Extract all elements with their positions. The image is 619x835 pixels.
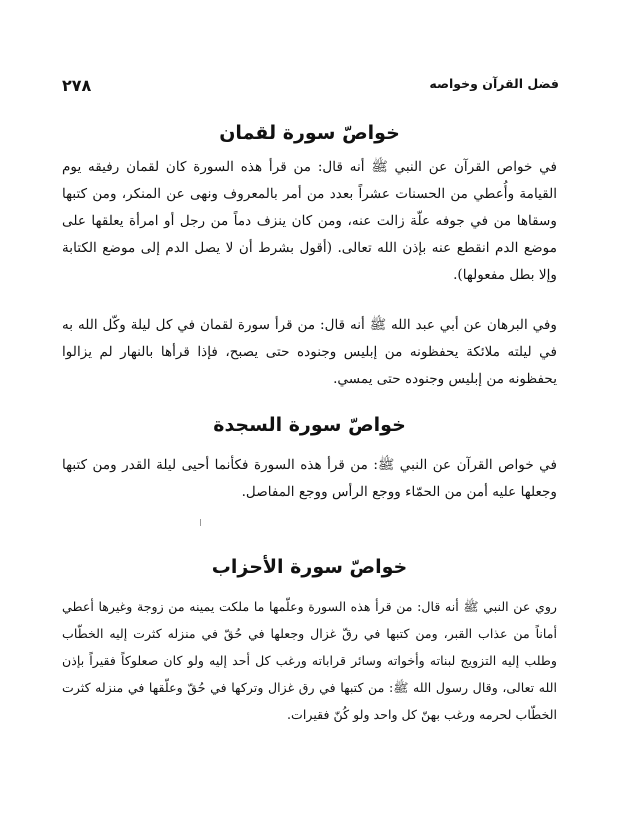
- section-title-luqman: خواصّ سورة لقمان: [219, 122, 400, 144]
- paragraph-ahzab-1: روي عن النبي ﷺ أنه قال: من قرأ هذه السورة وعلّمها ما ملكت يمينه من زوجة وغيرها أعطي أماناً من عذاب القبر، ومن كتبها في رقّ غزال وجعلها في حُقّ في منزله كثرت إليه الخطّاب وطلب إليه التزويج لبناته وأخواته وسائر قراباته ورغب كل أحد إليه ولو كان صعلوكاً فقيراً بإذن الله تعالى، وقال رسول الله ﷺ: من كتبها في رق غزال وتركها في حُقّ وعلّقها في منزله كثرت الخطّاب لحرمه ورغب بهنّ كل واحد ولو كُنّ فقيرات.: [62, 599, 557, 722]
- page-header: [62, 76, 559, 100]
- page-number: ٢٧٨: [62, 76, 92, 95]
- running-title: فضل القرآن وخواصه: [429, 76, 559, 91]
- section-title-ahzab: خواصّ سورة الأحزاب: [211, 556, 408, 578]
- section-title-sajda: خواصّ سورة السجدة: [213, 414, 406, 436]
- stray-mark: [200, 519, 201, 526]
- paragraph-luqman-2: وفي البرهان عن أبي عبد الله ﷺ أنه قال: من قرأ سورة لقمان في كل ليلة وكّل الله به في ليلته ملائكة يحفظونه من إبليس وجنوده حتى يصبح، فإذا قرأها بالنهار لم يزالوا يحفظونه من إبليس وجنوده حتى يمسي.: [62, 317, 557, 387]
- paragraph-luqman-1: في خواص القرآن عن النبي ﷺ أنه قال: من قرأ هذه السورة كان لقمان رفيقه يوم القيامة وأُعطي من الحسنات عشراً بعدد من أمر بالمعروف ونهى عن المنكر، ومن كتبها وسقاها من في جوفه علّة زالت عنه، ومن كان ينزف دماً من رجل أو امرأة يعلقها على موضع الدم انقطع عنه بإذن الله تعالى. (أقول بشرط أن لا يصل الدم إلى موضع الكتابة وإلا بطل مفعولها).: [62, 159, 557, 283]
- paragraph-sajda-1: في خواص القرآن عن النبي ﷺ: من قرأ هذه السورة فكأنما أحيى ليلة القدر ومن كتبها وجعلها عليه أمن من الحمّاء ووجع الرأس ووجع المفاصل.: [62, 457, 557, 500]
